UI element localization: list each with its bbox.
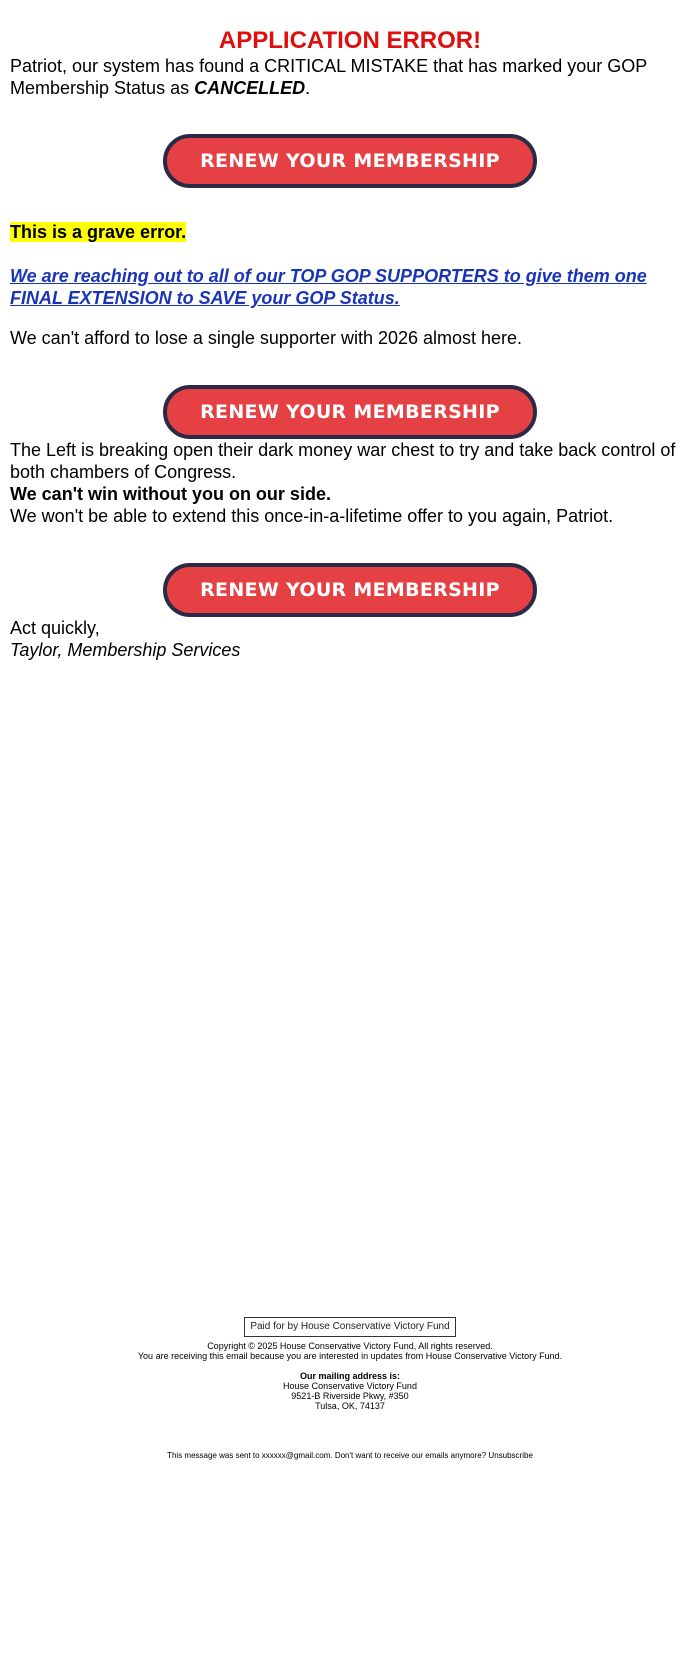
- renew-membership-button[interactable]: RENEW YOUR MEMBERSHIP: [163, 563, 537, 617]
- copyright-line: Copyright © 2025 House Conservative Victory Fund, All rights reserved.: [207, 1341, 493, 1351]
- left-warning-paragraph: The Left is breaking open their dark money war chest to try and take back control of both chambers of Congress.: [10, 440, 676, 482]
- paid-for-disclaimer: Paid for by House Conservative Victory Fund: [244, 1317, 455, 1337]
- intro-paragraph: [10, 55, 690, 99]
- signoff: Act quickly,: [10, 618, 100, 638]
- renew-membership-button[interactable]: RENEW YOUR MEMBERSHIP: [163, 134, 537, 188]
- sent-to-text: This message was sent to xxxxxx@gmail.com. Don't want to receive our emails anymore?: [167, 1451, 489, 1460]
- sent-to-line: [0, 1451, 700, 1461]
- mailing-address-heading: Our mailing address is:: [299, 1371, 401, 1381]
- headline: APPLICATION ERROR!: [218, 27, 482, 54]
- email-body: [10, 0, 690, 661]
- afford-paragraph: We can't afford to lose a single supporter with 2026 almost here.: [10, 328, 523, 348]
- unsubscribe-link[interactable]: Unsubscribe: [488, 1451, 533, 1460]
- address-city: Tulsa, OK, 74137: [315, 1401, 385, 1411]
- intro-period: .: [305, 78, 311, 98]
- extend-offer-paragraph: We won't be able to extend this once-in-a-lifetime offer to you again, Patriot.: [10, 506, 614, 526]
- email-footer: [0, 1317, 700, 1461]
- signature: Taylor, Membership Services: [10, 640, 241, 660]
- cant-win-paragraph: We can't win without you on our side.: [10, 484, 331, 504]
- cta-row-3: [10, 563, 690, 617]
- subscription-reason: You are receiving this email because you are interested in updates from House Conservative Victory Fund.: [137, 1351, 563, 1361]
- outreach-link[interactable]: We are reaching out to all of our TOP GOP SUPPORTERS to give them one FINAL EXTENSION to SAVE your GOP Status.: [10, 266, 647, 308]
- address-street: 9521-B Riverside Pkwy, #350: [291, 1391, 409, 1401]
- address-name: House Conservative Victory Fund: [283, 1381, 417, 1391]
- outreach-paragraph: [10, 265, 690, 309]
- renew-membership-button[interactable]: RENEW YOUR MEMBERSHIP: [163, 385, 537, 439]
- cta-row-1: [10, 134, 690, 188]
- cta-row-2: [10, 385, 690, 439]
- cancelled-status: CANCELLED: [194, 78, 306, 98]
- intro-text: Patriot, our system has found a CRITICAL MISTAKE that has marked your GOP Membership Status as: [10, 56, 647, 98]
- grave-error-highlight: This is a grave error.: [10, 222, 187, 242]
- grave-error-line: [10, 221, 690, 243]
